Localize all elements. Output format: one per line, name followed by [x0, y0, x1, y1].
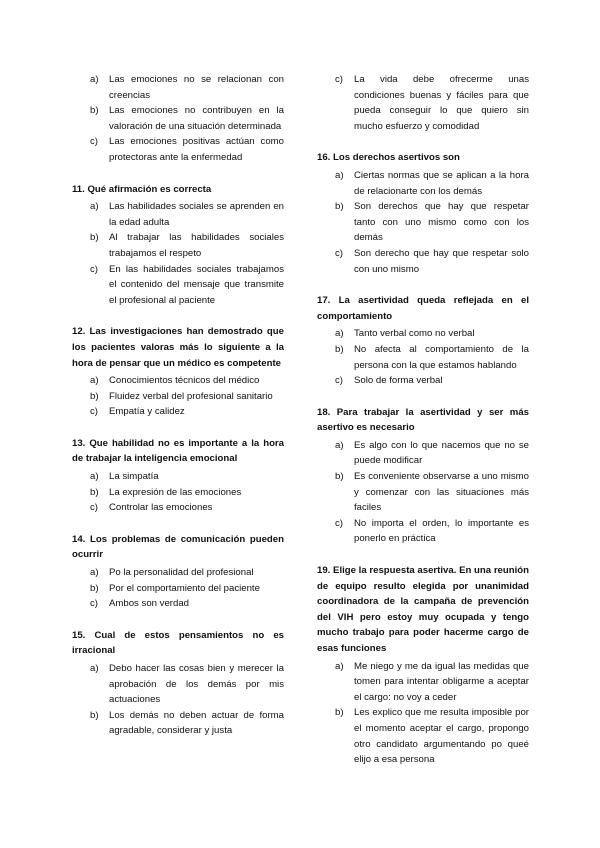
option-b	[72, 389, 284, 405]
option-b	[72, 708, 284, 739]
option-letter: c)	[90, 502, 98, 514]
option-list	[72, 469, 284, 516]
option-letter: b)	[90, 582, 99, 594]
option-c	[72, 500, 284, 516]
question-12	[72, 324, 284, 420]
option-text: Por el comportamiento del paciente	[109, 582, 260, 594]
option-a	[317, 326, 529, 342]
option-b	[317, 469, 529, 516]
option-b	[72, 230, 284, 261]
option-letter: b)	[335, 343, 344, 355]
option-c	[317, 246, 529, 277]
question-title: 12. Las investigaciones han demostrado que los pacientes valoras más lo siguiente a la hora de pensar que un médico es competente	[72, 326, 284, 369]
option-text: Les explico que me resulta imposible por el momento aceptar el cargo, propongo otro candidato argumentando po queé elijo a esa persona	[354, 707, 529, 766]
option-text: No importa el orden, lo importante es ponerlo en práctica	[354, 517, 529, 545]
question-title: 17. La asertividad queda reflejada en el comportamiento	[317, 295, 529, 322]
option-text: Las habilidades sociales se aprenden en la edad adulta	[109, 201, 284, 228]
question-title: 16. Los derechos asertivos son	[317, 152, 460, 164]
question-title: 19. Elige la respuesta asertiva. En una reunión de equipo resulto elegida por unanimidad coordinadora de la campaña de prevención del VIH pero estoy muy ocupada y tengo mucho trabajo para poder hacerme cargo de esas funciones	[317, 565, 529, 654]
option-list	[72, 661, 284, 739]
option-c	[317, 373, 529, 389]
option-list	[72, 199, 284, 308]
option-a	[317, 168, 529, 199]
option-a	[72, 661, 284, 708]
option-text: La vida debe ofrecerme unas condiciones buenas y fáciles para que pueda conseguir lo que quiero sin mucho esfuerzo y comodidad	[354, 74, 529, 132]
option-c	[72, 262, 284, 309]
option-letter: a)	[90, 663, 99, 674]
option-letter: a)	[90, 471, 99, 483]
option-text: Las emociones no se relacionan con creencias	[109, 74, 284, 101]
question-10-continued	[72, 72, 284, 166]
option-letter: b)	[90, 709, 99, 721]
option-b	[72, 103, 284, 134]
option-a	[72, 72, 284, 103]
option-a	[72, 373, 284, 389]
question-18	[317, 405, 529, 547]
option-text: Tanto verbal como no verbal	[354, 328, 475, 340]
option-list	[317, 326, 529, 388]
question-11	[72, 182, 284, 309]
question-title: 13. Que habilidad no es importante a la hora de trabajar la inteligencia emocional	[72, 437, 284, 465]
option-letter: b)	[335, 707, 344, 719]
option-list	[317, 438, 529, 547]
option-c	[317, 72, 529, 134]
option-text: En las habilidades sociales trabajamos el contenido del mensaje que transmite el profesional al paciente	[109, 263, 284, 306]
option-list	[317, 72, 529, 134]
option-text: Son derechos que hay que respetar tanto con uno mismo como con los demás	[354, 201, 529, 244]
right-column	[317, 72, 529, 784]
option-a	[317, 438, 529, 469]
option-letter: a)	[90, 375, 99, 387]
option-letter: a)	[335, 169, 344, 181]
option-letter: b)	[90, 105, 99, 117]
option-letter: c)	[90, 136, 98, 148]
option-a	[72, 199, 284, 230]
option-text: Debo hacer las cosas bien y merecer la aprobación de los demás por mis actuaciones	[109, 663, 284, 706]
question-17	[317, 293, 529, 389]
option-text: No afecta al comportamiento de la persona con la que estamos hablando	[354, 343, 529, 371]
option-letter: a)	[335, 328, 344, 340]
option-text: Me niego y me da igual las medidas que tomen para intentar obligarme a aceptar el cargo: no voy a ceder	[354, 660, 529, 703]
option-list	[317, 659, 529, 768]
option-letter: c)	[90, 263, 98, 275]
option-letter: c)	[335, 517, 343, 529]
option-text: Po la personalidad del profesional	[109, 567, 254, 579]
option-text: Son derecho que hay que respetar solo con uno mismo	[354, 247, 529, 275]
option-list	[72, 565, 284, 612]
option-list	[317, 168, 529, 277]
option-letter: b)	[335, 471, 344, 483]
option-letter: a)	[90, 74, 99, 85]
option-letter: a)	[90, 567, 99, 579]
option-b	[317, 705, 529, 767]
option-letter: b)	[90, 390, 99, 402]
option-b	[317, 199, 529, 246]
question-title: 15. Cual de estos pensamientos no es irracional	[72, 629, 284, 657]
option-text: Las emociones positivas actúan como protectoras ante la enfermedad	[109, 136, 284, 163]
question-title: 18. Para trabajar la asertividad y ser más asertivo es necesario	[317, 406, 529, 434]
option-list	[72, 72, 284, 166]
option-list	[72, 373, 284, 420]
option-c	[72, 404, 284, 420]
option-text: Ciertas normas que se aplican a la hora de relacionarte con los demás	[354, 169, 529, 197]
option-letter: a)	[90, 201, 99, 213]
option-a	[72, 565, 284, 581]
question-13	[72, 436, 284, 516]
option-letter: a)	[335, 439, 344, 451]
question-14	[72, 532, 284, 612]
option-text: Ambos son verdad	[109, 598, 189, 610]
question-title: 11. Qué afirmación es correcta	[72, 183, 212, 195]
option-letter: c)	[90, 598, 98, 610]
option-text: Al trabajar las habilidades sociales trabajamos el respeto	[109, 232, 284, 259]
option-c	[72, 596, 284, 612]
option-text: Es conveniente observarse a uno mismo y comenzar con las situaciones más faciles	[354, 471, 529, 514]
option-b	[317, 342, 529, 373]
option-letter: c)	[90, 406, 98, 418]
option-letter: b)	[90, 232, 99, 244]
option-a	[317, 659, 529, 706]
option-text: Las emociones no contribuyen en la valoración de una situación determinada	[109, 105, 284, 132]
question-15-continued	[317, 72, 529, 134]
option-text: Solo de forma verbal	[354, 375, 443, 387]
option-text: La expresión de las emociones	[109, 486, 242, 498]
question-15	[72, 628, 284, 739]
option-text: Es algo con lo que nacemos que no se puede modificar	[354, 439, 529, 467]
option-text: Conocimientos técnicos del médico	[109, 375, 260, 387]
option-text: Fluidez verbal del profesional sanitario	[109, 390, 273, 402]
option-letter: c)	[335, 74, 343, 85]
option-letter: a)	[335, 660, 344, 672]
option-b	[72, 581, 284, 597]
option-text: La simpatía	[109, 471, 159, 483]
question-16	[317, 150, 529, 277]
option-c	[317, 516, 529, 547]
option-text: Empatía y calidez	[109, 406, 185, 418]
option-text: Controlar las emociones	[109, 502, 213, 514]
question-title: 14. Los problemas de comunicación pueden ocurrir	[72, 533, 284, 561]
option-letter: c)	[335, 375, 343, 387]
option-c	[72, 134, 284, 165]
option-letter: b)	[90, 486, 99, 498]
option-b	[72, 485, 284, 501]
question-19	[317, 563, 529, 768]
option-letter: c)	[335, 247, 343, 259]
option-text: Los demás no deben actuar de forma agradable, considerar y justa	[109, 709, 284, 737]
option-a	[72, 469, 284, 485]
option-letter: b)	[335, 201, 344, 213]
left-column	[72, 72, 284, 755]
